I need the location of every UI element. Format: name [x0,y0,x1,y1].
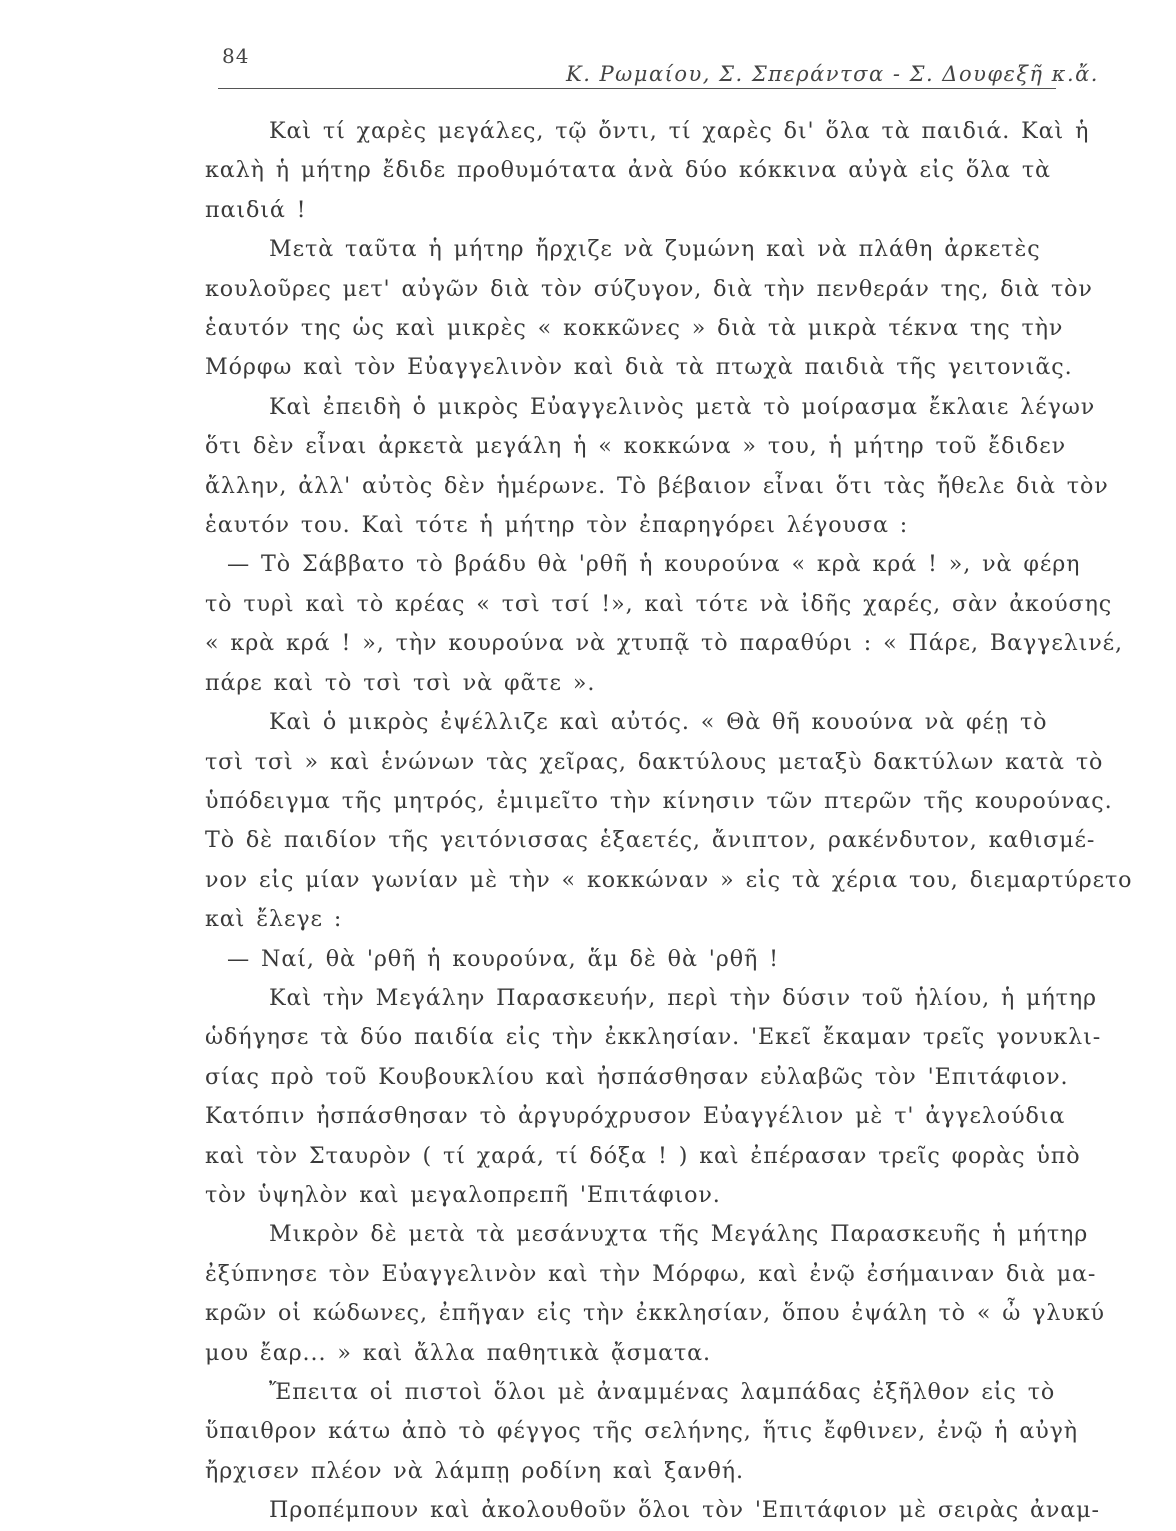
text-line: — Τὸ Σάββατο τὸ βράδυ θὰ 'ρθῆ ἡ κουρούνα « κρὰ κρά ! », νὰ φέρη [227,551,1081,578]
text-line: καλὴ ἡ μήτηρ ἔδιδε προθυμότατα ἀνὰ δύο κόκκινα αὐγὰ εἰς ὅλα τὰ [205,157,1051,184]
text-line: τὸ τυρὶ καὶ τὸ κρέας « τσὶ τσί !», καὶ τότε νὰ ἰδῆς χαρές, σὰν ἀκούσης [205,590,1113,617]
text-line: ὡδήγησε τὰ δύο παιδία εἰς τὴν ἐκκλησίαν. 'Εκεῖ ἔκαμαν τρεῖς γονυκλι- [205,1024,1102,1051]
text-line: νον εἰς μίαν γωνίαν μὲ τὴν « κοκκώναν » εἰς τὰ χέρια του, διεμαρτύρετο [205,866,1133,893]
text-line: ὅτι δὲν εἶναι ἀρκετὰ μεγάλη ἡ « κοκκώνα » του, ἡ μήτηρ τοῦ ἔδιδεν [205,433,1066,460]
text-line: κουλοῦρες μετ' αὐγῶν διὰ τὸν σύζυγον, διὰ τὴν πενθεράν της, διὰ τὸν [205,275,1093,302]
text-line: Προπέμπουν καὶ ἀκολουθοῦν ὅλοι τὸν 'Επιτάφιον μὲ σειρὰς ἀναμ- [269,1497,1100,1524]
text-line: Καὶ ἐπειδὴ ὁ μικρὸς Εὐαγγελινὸς μετὰ τὸ μοίρασμα ἔκλαιε λέγων [269,393,1096,420]
header-rule [218,88,1056,89]
text-line: Κατόπιν ἠσπάσθησαν τὸ ἀργυρόχρυσον Εὐαγγέλιον μὲ τ' ἀγγελούδια [205,1103,1066,1130]
paragraph [205,230,1093,388]
paragraph [205,1491,1100,1530]
text-line: καὶ ἔλεγε : [205,906,343,933]
page-number: 84 [222,44,250,68]
paragraph [205,1373,1078,1491]
text-line: τὸν ὑψηλὸν καὶ μεγαλοπρεπῆ 'Επιτάφιον. [205,1181,721,1208]
paragraph [205,1215,1105,1373]
text-line: ὑπόδειγμα τῆς μητρός, ἐμιμεῖτο τὴν κίνησιν τῶν πτερῶν τῆς κουρούνας. [205,787,1113,814]
paragraph [205,388,1109,546]
text-line: Καὶ τὴν Μεγάλην Παρασκευήν, περὶ τὴν δύσιν τοῦ ἡλίου, ἡ μήτηρ [269,984,1097,1011]
text-line: καὶ τὸν Σταυρὸν ( τί χαρά, τί δόξα ! ) καὶ ἐπέρασαν τρεῖς φορὰς ὑπὸ [205,1142,1081,1169]
text-line: Τὸ δὲ παιδίον τῆς γειτόνισσας ἑξαετές, ἄνιπτον, ρακένδυτον, καθισμέ- [205,827,1096,854]
text-line: μου ἔαρ... » καὶ ἄλλα παθητικὰ ᾄσματα. [205,1339,711,1366]
text-line: ἑαυτόν της ὡς καὶ μικρὲς « κοκκῶνες » διὰ τὰ μικρὰ τέκνα της τὴν [205,315,1064,342]
text-line: Ἔπειτα οἱ πιστοὶ ὅλοι μὲ ἀναμμένας λαμπάδας ἐξῆλθον εἰς τὸ [269,1379,1056,1405]
text-line: Μόρφω καὶ τὸν Εὐαγγελινὸν καὶ διὰ τὰ πτωχὰ παιδιὰ τῆς γειτονιᾶς. [205,354,1073,381]
text-line: Μετὰ ταῦτα ἡ μήτηρ ἤρχιζε νὰ ζυμώνη καὶ νὰ πλάθη ἀρκετὲς [269,236,1041,263]
text-line: σίας πρὸ τοῦ Κουβουκλίου καὶ ἠσπάσθησαν εὐλαβῶς τὸν 'Επιτάφιον. [205,1063,1069,1090]
text-line: ἤρχισεν πλέον νὰ λάμπῃ ροδίνη καὶ ξανθή. [205,1457,744,1484]
body-text [205,112,1133,1531]
text-line: « κρὰ κρά ! », τὴν κουρούνα νὰ χτυπᾷ τὸ παραθύρι : « Πάρε, Βαγγελινέ, [205,630,1124,657]
text-line: ἑαυτόν του. Καὶ τότε ἡ μήτηρ τὸν ἐπαρηγόρει λέγουσα : [205,512,909,539]
text-line: ἄλλην, ἀλλ' αὐτὸς δὲν ἡμέρωνε. Τὸ βέβαιον εἶναι ὅτι τὰς ἤθελε διὰ τὸν [205,472,1109,499]
paragraph [205,545,1124,703]
paragraph [205,112,1090,230]
running-head: Κ. Ρωμαίου, Σ. Σπεράντσα - Σ. Δουφεξῆ κ.ἄ. [566,62,1099,86]
paragraph [205,940,1055,979]
text-line: κρῶν οἱ κώδωνες, ἐπῆγαν εἰς τὴν ἐκκλησίαν, ὅπου ἐψάλη τὸ « ὦ γλυκύ [205,1300,1105,1327]
paragraph [205,979,1102,1215]
text-line: τσὶ τσὶ » καὶ ἑνώνων τὰς χεῖρας, δακτύλους μεταξὺ δακτύλων κατὰ τὸ [205,748,1104,775]
text-line: — Ναί, θὰ 'ρθῆ ἡ κουρούνα, ἅμ δὲ θὰ 'ρθῆ ! [227,945,779,972]
text-line: Καὶ τί χαρὲς μεγάλες, τῷ ὄντι, τί χαρὲς δι' ὅλα τὰ παιδιά. Καὶ ἡ [269,118,1090,144]
text-line: παιδιά ! [205,196,307,223]
paragraph [205,703,1133,939]
text-line: Καὶ ὁ μικρὸς ἐψέλλιζε καὶ αὐτός. « Θὰ θῆ κουούνα νὰ φέῃ τὸ [269,709,1048,736]
text-line: Μικρὸν δὲ μετὰ τὰ μεσάνυχτα τῆς Μεγάλης Παρασκευῆς ἡ μήτηρ [269,1221,1089,1248]
text-line: πάρε καὶ τὸ τσὶ τσὶ νὰ φᾶτε ». [205,669,596,696]
text-line: ἐξύπνησε τὸν Εὐαγγελινὸν καὶ τὴν Μόρφω, καὶ ἐνῷ ἐσήμαιναν διὰ μα- [205,1260,1097,1287]
text-line: ὕπαιθρον κάτω ἀπὸ τὸ φέγγος τῆς σελήνης, ἥτις ἔφθινεν, ἐνῷ ἡ αὐγὴ [205,1418,1078,1445]
